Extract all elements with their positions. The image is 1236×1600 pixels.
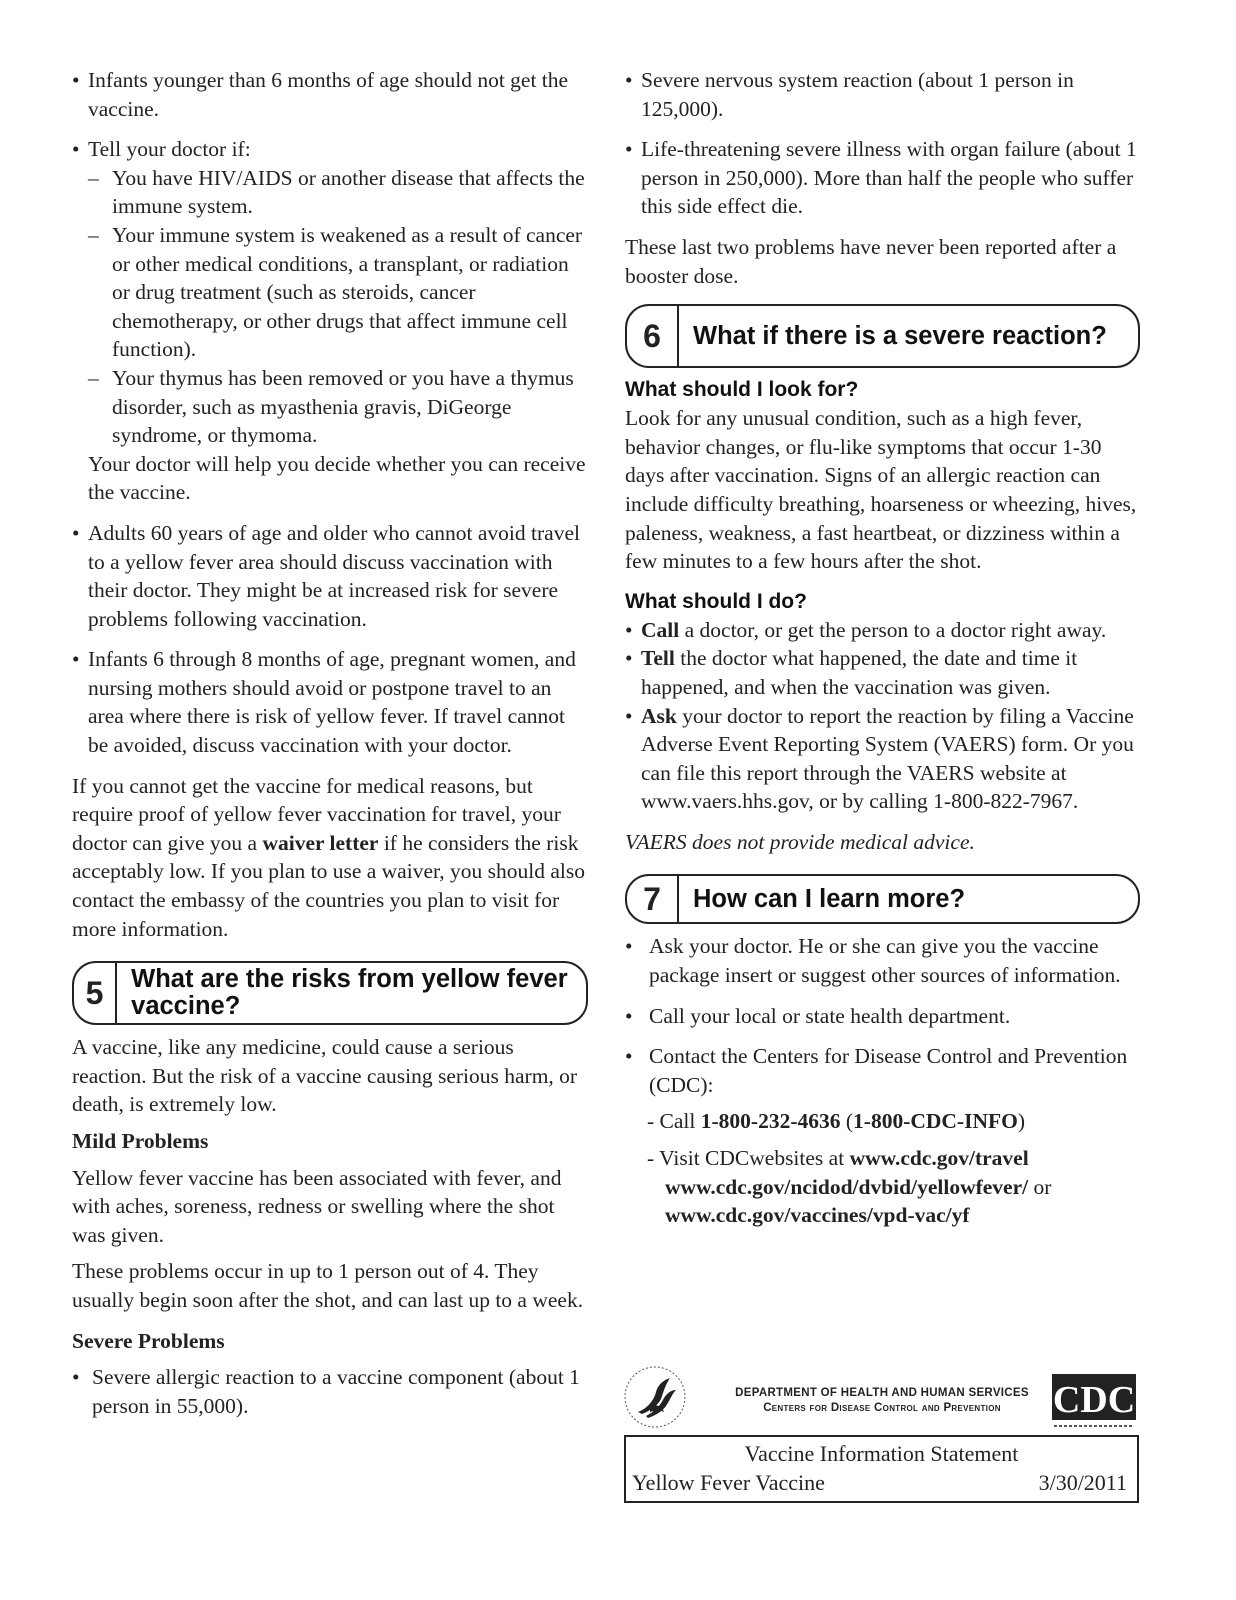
phone-number[interactable]: 1-800-232-4636: [700, 1109, 841, 1134]
section-title: What if there is a severe reaction?: [693, 321, 1107, 350]
action-text: your doctor to report the reaction by filing a Vaccine Adverse Event Reporting System (VAERS) form. Or you can file this report through the VAERS website at www.vaers.hhs.gov, or by calling 1-800-822-7967.: [641, 703, 1134, 814]
phone-alt[interactable]: 1-800-CDC-INFO: [853, 1109, 1018, 1134]
vis-vaccine-name: Yellow Fever Vaccine: [632, 1470, 825, 1495]
call-paren: (: [840, 1109, 854, 1134]
action-keyword: Call: [641, 617, 680, 642]
list-item: • Infants younger than 6 months of age should not get the vaccine.: [72, 66, 588, 123]
vis-title: Vaccine Information Statement: [744, 1441, 1019, 1466]
severe-problems-heading: Severe Problems: [72, 1328, 225, 1353]
doctor-help-text: Your doctor will help you decide whether you can receive the vaccine.: [88, 451, 586, 505]
vis-info-box: [624, 1435, 1139, 1503]
waiver-paragraph: [72, 772, 588, 944]
right-column: [625, 66, 1140, 1230]
section-number: 6: [627, 306, 679, 366]
cdc-logo-icon: [1052, 1374, 1136, 1432]
hhs-department-text: [712, 1386, 1052, 1416]
action-keyword: Ask: [641, 703, 677, 728]
call-line: [625, 1107, 1140, 1136]
cdc-logo-text: CDC: [1052, 1379, 1136, 1421]
cdc-travel-link[interactable]: www.cdc.gov/travel: [849, 1146, 1029, 1171]
call-paren: ): [1017, 1109, 1026, 1134]
look-for-heading: What should I look for?: [625, 378, 859, 402]
list-item: • Infants 6 through 8 months of age, pregnant women, and nursing mothers should avoid or postpone travel to an area where there is risk of yellow fever. If travel cannot be avoided, discuss vaccination with your doctor.: [72, 645, 588, 759]
section-5-header: [72, 961, 588, 1025]
mild-problems-heading: Mild Problems: [72, 1129, 209, 1153]
list-item: [625, 616, 1140, 645]
list-item: • Adults 60 years of age and older who cannot avoid travel to a yellow fever area should discuss vaccination with their doctor. They might be at increased risk for severe problems following vaccination.: [72, 519, 588, 633]
look-for-text: Look for any unusual condition, such as a high fever, behavior changes, or flu-like symptoms that occur 1-30 days after vaccination. Signs of an allergic reaction can include difficulty breathing, hoarseness or wheezing, hives, paleness, weakness, a fast heartbeat, or dizziness within a few minutes to a few hours after the shot.: [625, 406, 1137, 574]
section-6-header: [625, 304, 1140, 368]
cdc-line: Centers for Disease Control and Prevention: [763, 1402, 1001, 1414]
what-to-do-heading: What should I do?: [625, 589, 807, 613]
or-text: or: [1028, 1174, 1052, 1199]
waiver-text: If you cannot get the vaccine for medical reasons, but require proof of yellow fever vaccination for travel, your doctor can give you a: [72, 773, 561, 855]
section-7-header: [625, 874, 1140, 924]
waiver-letter-term: waiver letter: [262, 830, 379, 855]
vis-date: 3/30/2011: [1038, 1470, 1127, 1495]
hhs-seal-icon: [620, 1364, 690, 1430]
mild-problems-text: Yellow fever vaccine has been associated with fever, and with aches, soreness, redness or swelling where the shot was given.: [72, 1165, 562, 1247]
list-item: [625, 702, 1140, 816]
action-text: the doctor what happened, the date and time it happened, and when the vaccination was given.: [641, 646, 1078, 699]
hhs-line: DEPARTMENT OF HEALTH AND HUMAN SERVICES: [735, 1387, 1029, 1399]
list-item: • Severe allergic reaction to a vaccine component (about 1 person in 55,000).: [72, 1363, 588, 1420]
vaers-note: VAERS does not provide medical advice.: [625, 829, 975, 854]
cdc-yellowfever-link[interactable]: www.cdc.gov/ncidod/dvbid/yellowfever/: [665, 1174, 1029, 1199]
section-number: 5: [74, 963, 117, 1023]
section-title: How can I learn more?: [693, 884, 966, 913]
visit-prefix: - Visit CDCwebsites at: [647, 1146, 850, 1171]
list-item: • Call your local or state health department.: [625, 1002, 1140, 1031]
list-item: • Ask your doctor. He or she can give you the vaccine package insert or suggest other sources of information.: [625, 932, 1140, 989]
section-number: 7: [627, 876, 679, 922]
sub-list-item: – Your thymus has been removed or you have a thymus disorder, such as myasthenia gravis, DiGeorge syndrome, or thymoma.: [72, 364, 588, 450]
sub-list-item: – You have HIV/AIDS or another disease that affects the immune system.: [72, 164, 588, 221]
section-title: What are the risks from yellow fever vaccine?: [131, 965, 568, 1021]
mild-problems-text: These problems occur in up to 1 person out of 4. They usually begin soon after the shot, and can last up to a week.: [72, 1259, 584, 1312]
action-keyword: Tell: [641, 646, 675, 671]
left-column: [72, 66, 588, 1420]
list-item: [625, 644, 1140, 701]
waiver-text: if he considers the risk acceptably low. If you plan to use a waiver, you should also contact the embassy of the countries you plan to visit for more information.: [72, 830, 586, 941]
list-item: • Tell your doctor if:: [72, 135, 588, 164]
action-text: a doctor, or get the person to a doctor right away.: [679, 617, 1107, 642]
visit-line: [625, 1144, 1140, 1230]
cdc-vaccines-link[interactable]: www.cdc.gov/vaccines/vpd-vac/yf: [665, 1203, 970, 1228]
list-item: • Life-threatening severe illness with organ failure (about 1 person in 250,000). More than half the people who suffer this side effect die.: [625, 135, 1140, 221]
sub-list-item: – Your immune system is weakened as a result of cancer or other medical conditions, a transplant, or radiation or drug treatment (such as steroids, cancer chemotherapy, or other drugs that affect immune cell function).: [72, 221, 588, 364]
risks-intro: A vaccine, like any medicine, could cause a serious reaction. But the risk of a vaccine causing serious harm, or death, is extremely low.: [72, 1035, 578, 1117]
call-prefix: - Call: [647, 1109, 701, 1134]
list-item: • Contact the Centers for Disease Control and Prevention (CDC):: [625, 1042, 1140, 1099]
booster-note: These last two problems have never been reported after a booster dose.: [625, 234, 1117, 288]
footer-logos: [620, 1362, 1140, 1432]
list-item: • Severe nervous system reaction (about 1 person in 125,000).: [625, 66, 1140, 123]
